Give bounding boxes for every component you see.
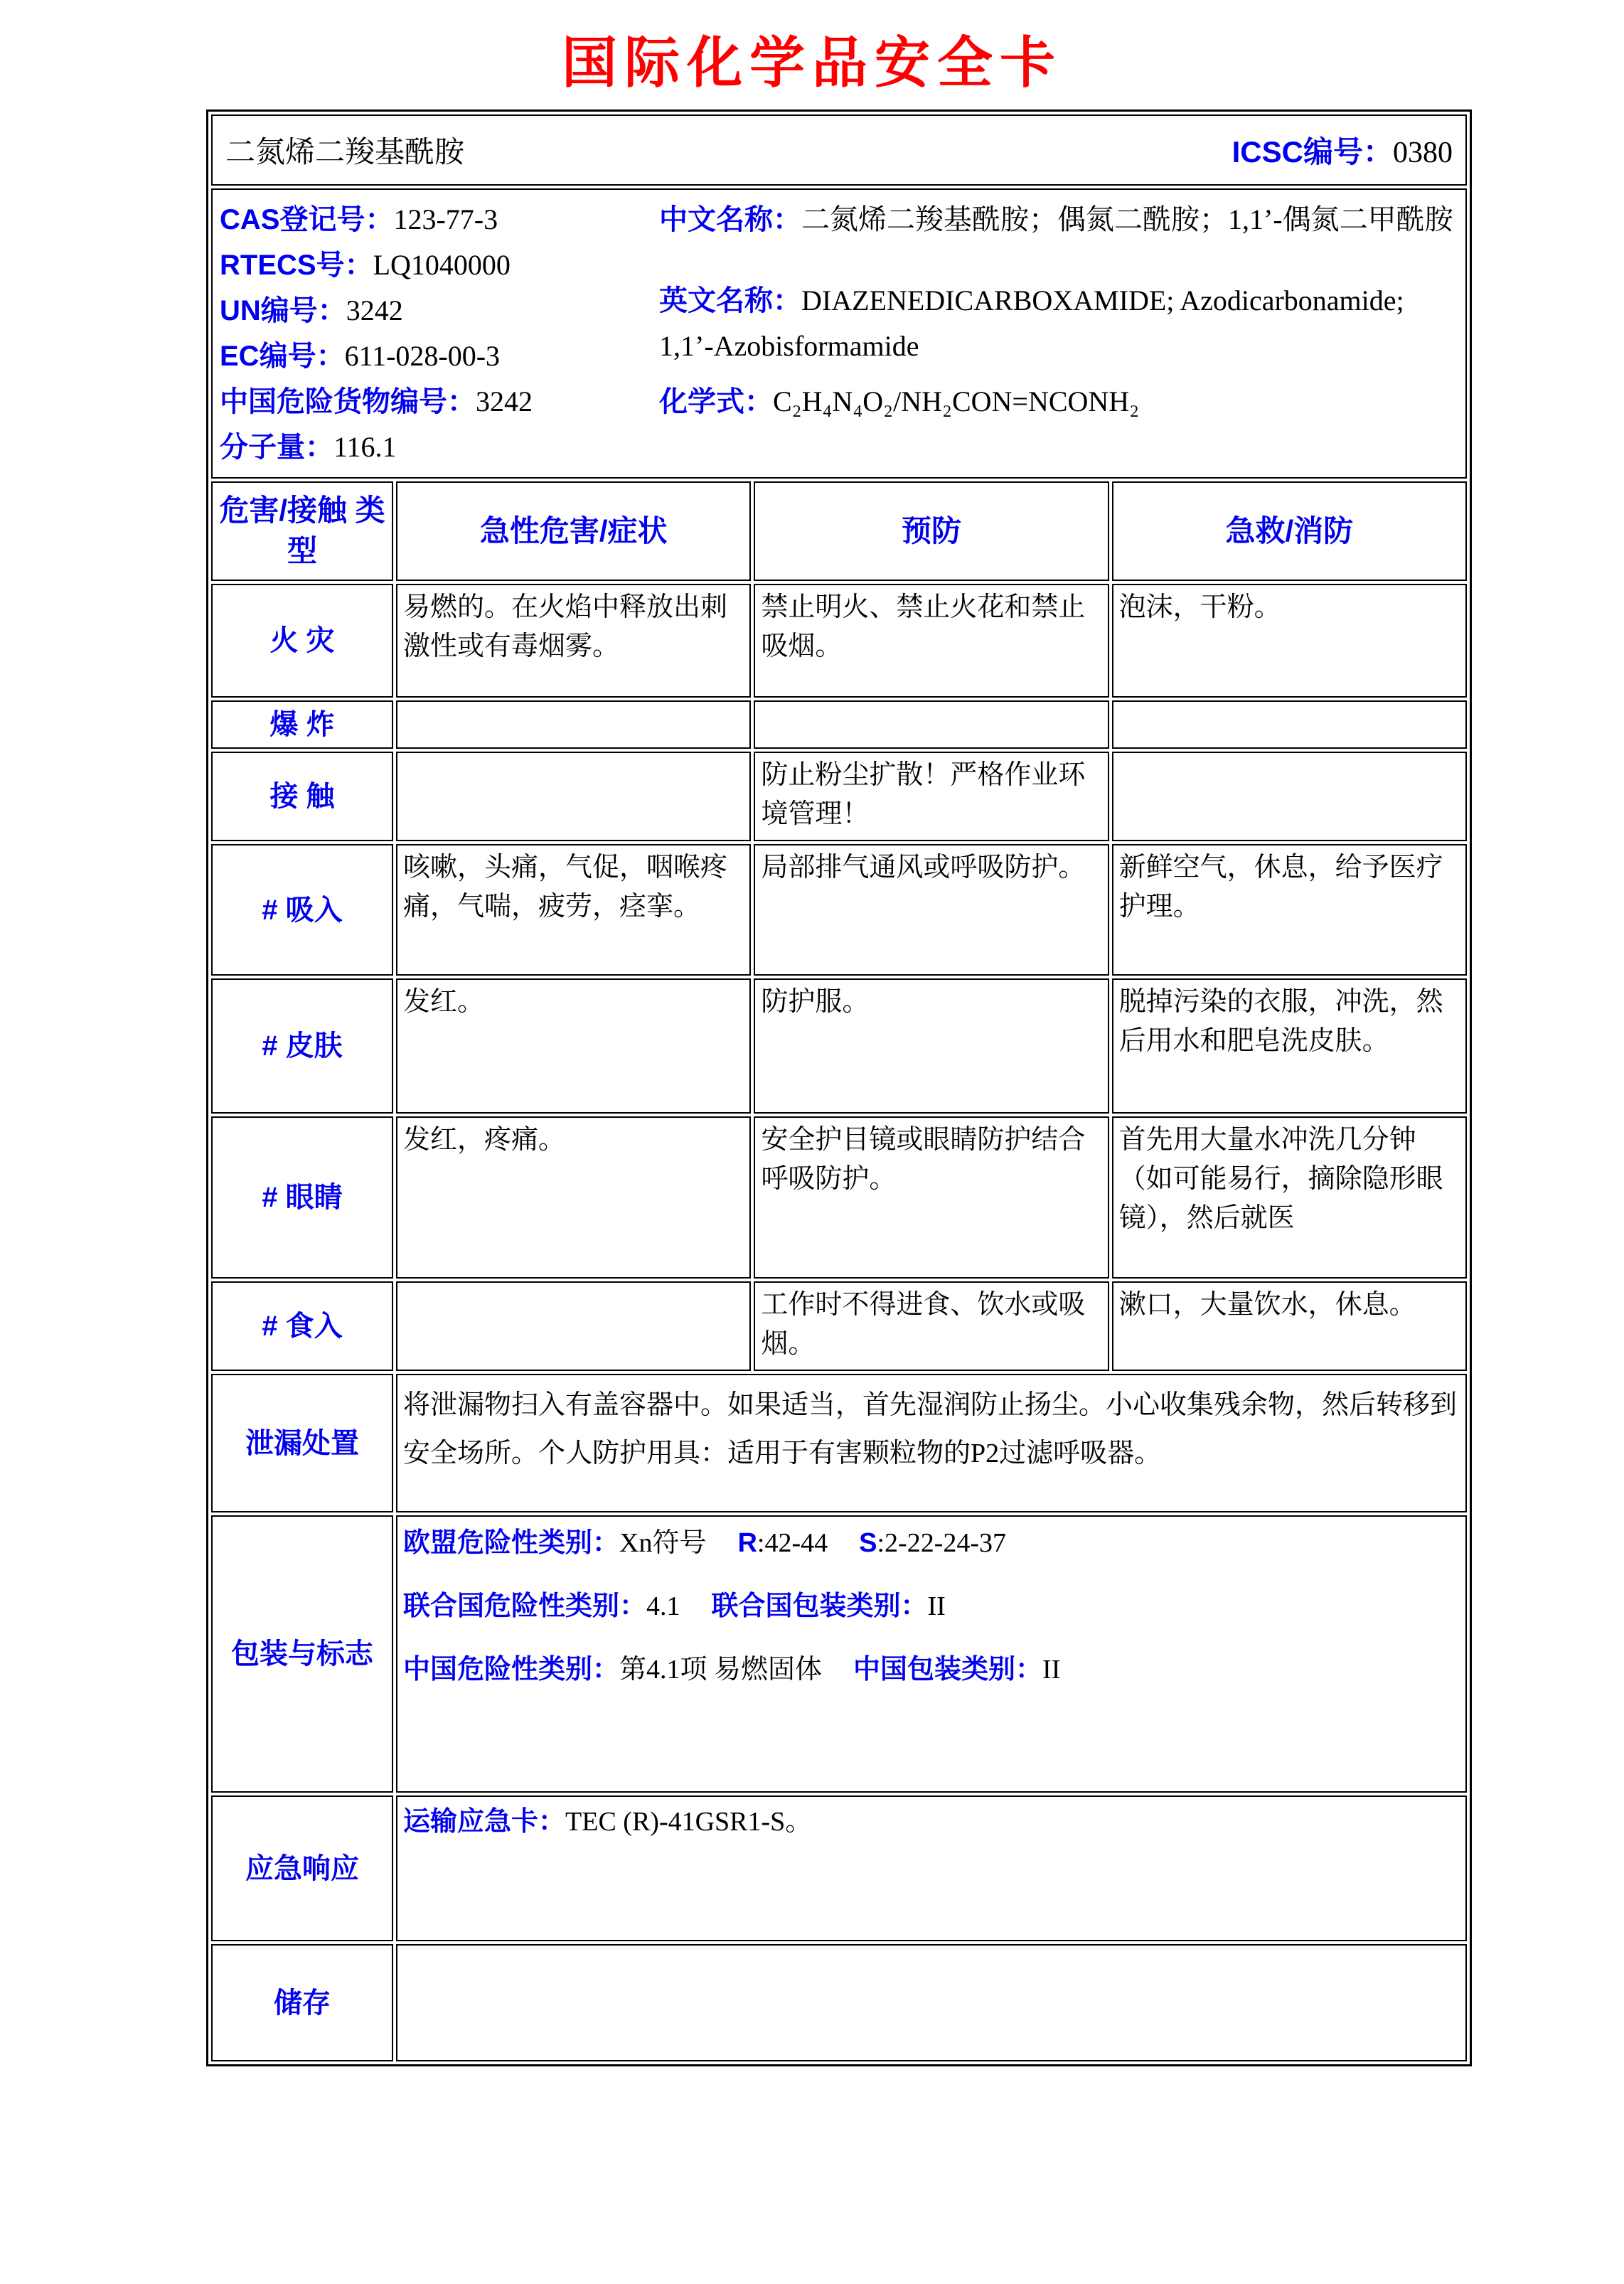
storage-label: 储存 [211, 1944, 393, 2061]
fire-prevention: 禁止明火、禁止火花和禁止吸烟。 [754, 584, 1109, 698]
ingestion-response: 漱口，大量饮水，休息。 [1112, 1281, 1467, 1371]
transport-card-label: 运输应急卡： [403, 1807, 566, 1837]
table-row-eyes [211, 1116, 1467, 1279]
safety-card [206, 110, 1472, 2066]
table-row-explosion [211, 700, 1467, 749]
chinese-name-line: 中文名称：二氮烯二羧基酰胺；偶氮二酰胺；1,1’-偶氮二甲酰胺 [659, 203, 1453, 235]
table-row-inhalation [211, 844, 1467, 976]
contact-response [1112, 752, 1467, 841]
icsc-number: 0380 [1393, 137, 1453, 169]
header-hazard-type: 危害/接触 类型 [211, 481, 393, 581]
emergency-content [396, 1795, 1467, 1941]
header-first-aid: 急救/消防 [1112, 481, 1467, 581]
header-acute-symptoms: 急性危害/症状 [396, 481, 751, 581]
inhalation-symptoms: 咳嗽，头痛，气促，咽喉疼痛，气喘，疲劳，痉挛。 [396, 844, 751, 976]
eu-hazard-class-line: 欧盟危险性类别：Xn符号 R:42-44 S:2-22-24-37 [403, 1528, 1007, 1558]
skin-symptoms: 发红。 [396, 978, 751, 1114]
inhalation-response: 新鲜空气，休息，给予医疗护理。 [1112, 844, 1467, 976]
icsc-label: ICSC编号： [1232, 135, 1393, 169]
emergency-label: 应急响应 [211, 1795, 393, 1941]
table-row-skin [211, 978, 1467, 1114]
cas-number-line: CAS登记号：123-77-3 [220, 203, 498, 235]
skin-response: 脱掉污染的衣服，冲洗，然后用水和肥皂洗皮肤。 [1112, 978, 1467, 1114]
table-row-fire [211, 584, 1467, 698]
section-spill-disposal [211, 1374, 1467, 1512]
identification-section [211, 188, 1467, 479]
table-row-ingestion [211, 1281, 1467, 1371]
row-label-fire: 火 灾 [211, 584, 393, 698]
packaging-content [396, 1515, 1467, 1793]
row-label-contact: 接 触 [211, 752, 393, 841]
eyes-symptoms: 发红，疼痛。 [396, 1116, 751, 1279]
page-title: 国际化学品安全卡 [561, 32, 1062, 94]
molecular-weight-line: 分子量：116.1 [220, 431, 397, 463]
fire-response: 泡沫，干粉。 [1112, 584, 1467, 698]
section-storage [211, 1944, 1467, 2061]
eyes-prevention: 安全护目镜或眼睛防护结合呼吸防护。 [754, 1116, 1109, 1279]
row-label-eyes: # 眼睛 [211, 1116, 393, 1279]
contact-symptoms [396, 752, 751, 841]
identification-codes [220, 197, 646, 470]
row-label-inhalation: # 吸入 [211, 844, 393, 976]
china-dg-number-line: 中国危险货物编号：3242 [220, 385, 533, 417]
row-label-explosion: 爆 炸 [211, 700, 393, 749]
contact-prevention: 防止粉尘扩散！严格作业环境管理！ [754, 752, 1109, 841]
row-label-skin: # 皮肤 [211, 978, 393, 1114]
packaging-label: 包装与标志 [211, 1515, 393, 1793]
eyes-response: 首先用大量水冲洗几分钟（如可能易行，摘除隐形眼镜），然后就医 [1112, 1116, 1467, 1279]
explosion-prevention [754, 700, 1109, 749]
row-label-ingestion: # 食入 [211, 1281, 393, 1371]
section-packaging-labelling [211, 1515, 1467, 1793]
explosion-response [1112, 700, 1467, 749]
card-header-row [211, 114, 1467, 186]
chemical-name: 二氮烯二羧基酰胺 [225, 137, 465, 169]
explosion-symptoms [396, 700, 751, 749]
storage-content [396, 1944, 1467, 2061]
icsc-number-group [1232, 129, 1453, 171]
fire-symptoms: 易燃的。在火焰中释放出刺激性或有毒烟雾。 [396, 584, 751, 698]
spill-label: 泄漏处置 [211, 1374, 393, 1512]
section-emergency-response [211, 1795, 1467, 1941]
inhalation-prevention: 局部排气通风或呼吸防护。 [754, 844, 1109, 976]
spill-content: 将泄漏物扫入有盖容器中。如果适当，首先湿润防止扬尘。小心收集残余物，然后转移到安全场所。个人防护用具：适用于有害颗粒物的P2过滤呼吸器。 [396, 1374, 1467, 1512]
ec-number-line: EC编号：611-028-00-3 [220, 340, 501, 372]
hazard-table-header [211, 481, 1467, 581]
rtecs-number-line: RTECS号：LQ1040000 [220, 249, 511, 281]
english-name-line: 英文名称：DIAZENEDICARBOXAMIDE; Azodicarbonamide; 1,1’-Azobisformamide [659, 284, 1404, 362]
header-prevention: 预防 [754, 481, 1109, 581]
un-hazard-class-line: 联合国危险性类别：4.1 联合国包装类别：II [403, 1591, 946, 1622]
ingestion-symptoms [396, 1281, 751, 1371]
ingestion-prevention: 工作时不得进食、饮水或吸烟。 [754, 1281, 1109, 1371]
chemical-formula-line: 化学式：C₂H₄N₄O₂/NH₂CON=NCONH₂ [659, 385, 1140, 417]
table-row-contact [211, 752, 1467, 841]
identification-names [646, 197, 1458, 470]
skin-prevention: 防护服。 [754, 978, 1109, 1114]
un-number-line: UN编号：3242 [220, 294, 403, 326]
transport-card-value: TEC (R)-41GSR1-S。 [565, 1807, 813, 1837]
china-hazard-class-line: 中国危险性类别：第4.1项 易燃固体 中国包装类别：II [403, 1655, 1061, 1685]
